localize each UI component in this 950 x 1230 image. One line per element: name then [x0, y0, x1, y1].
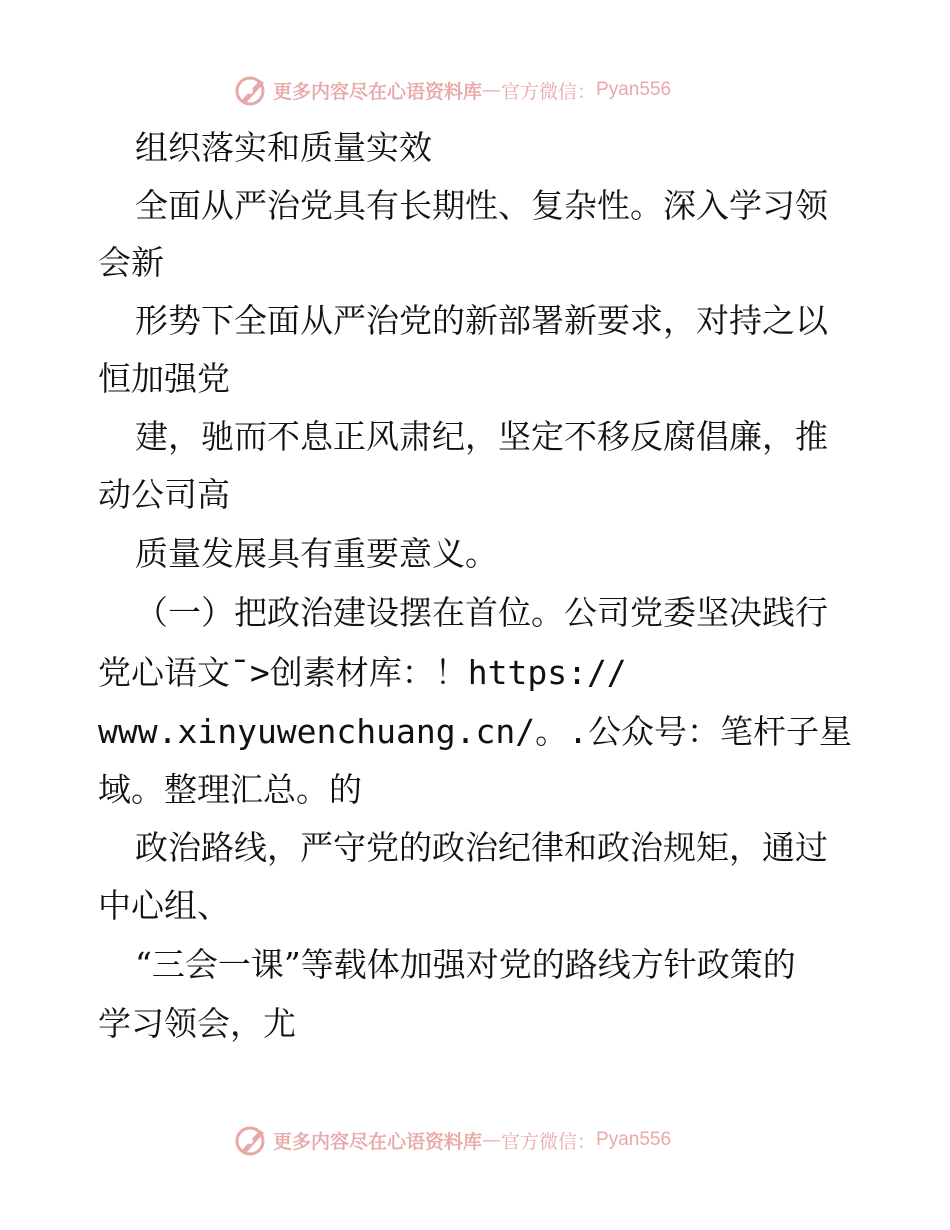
- pen-logo-icon: [233, 1122, 269, 1158]
- body-line: 动公司高: [98, 475, 230, 514]
- body-line: 党心语文¯>创素材库：！https://: [98, 653, 627, 692]
- body-line: www.xinyuwenchuang.cn/。.公众号：笔杆子星: [98, 712, 852, 751]
- body-line: 形势下全面从严治党的新部署新要求，对持之以: [135, 301, 828, 340]
- body-line: “三会一课”等载体加强对党的路线方针政策的: [135, 945, 796, 984]
- body-line: （一）把政治建设摆在首位。公司党委坚决践行: [135, 593, 828, 632]
- body-line: 政治路线，严守党的政治纪律和政治规矩，通过: [135, 828, 828, 867]
- pen-logo-icon: [233, 72, 269, 108]
- body-line: 建，驰而不息正风肃纪，坚定不移反腐倡廉，推: [135, 417, 828, 456]
- footer-dash: —: [482, 1129, 502, 1151]
- header-wechat-id: Pyan556: [596, 79, 672, 100]
- header-watermark: [233, 70, 671, 110]
- body-line: 中心组、: [98, 886, 230, 925]
- footer-wechat-label: 官方微信：: [501, 1130, 597, 1153]
- body-line: 组织落实和质量实效: [135, 128, 432, 167]
- body-line: 域。整理汇总。的: [98, 770, 362, 809]
- body-line: 会新: [98, 243, 164, 282]
- header-wechat-label: 官方微信：: [501, 80, 597, 103]
- header-brand-text: 更多内容尽在心语资料库: [273, 80, 483, 103]
- body-line: 质量发展具有重要意义。: [135, 534, 498, 573]
- body-line: 学习领会，尤: [98, 1004, 296, 1043]
- footer-wechat-id: Pyan556: [596, 1129, 672, 1150]
- body-line: 全面从严治党具有长期性、复杂性。深入学习领: [135, 186, 828, 225]
- footer-watermark: [233, 1120, 671, 1160]
- body-line: 恒加强党: [98, 359, 230, 398]
- footer-brand-text: 更多内容尽在心语资料库: [273, 1130, 483, 1153]
- header-dash: —: [482, 79, 502, 101]
